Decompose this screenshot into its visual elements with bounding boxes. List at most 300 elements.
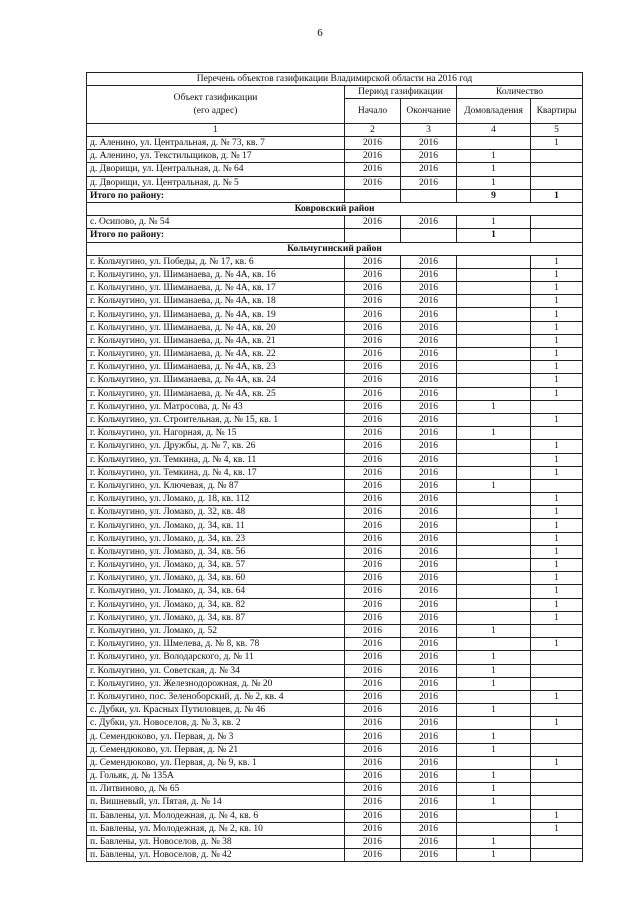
cell-address: Итого по району: bbox=[87, 229, 345, 242]
cell-households bbox=[457, 638, 531, 651]
table-row bbox=[87, 849, 583, 862]
cell-address: п. Бавлены, ул. Молодежная, д. № 4, кв. 6 bbox=[87, 809, 345, 822]
table-row bbox=[87, 348, 583, 361]
cell-apartments bbox=[531, 216, 583, 229]
cell-apartments: 1 bbox=[531, 585, 583, 598]
cell-end: 2016 bbox=[401, 770, 457, 783]
cell-start: 2016 bbox=[345, 255, 401, 268]
cell-apartments: 1 bbox=[531, 638, 583, 651]
cell-apartments bbox=[531, 427, 583, 440]
header-period: Период газификации bbox=[345, 86, 457, 99]
cell-end: 2016 bbox=[401, 598, 457, 611]
cell-address: г. Кольчугино, ул. Дружбы, д. № 7, кв. 26 bbox=[87, 440, 345, 453]
cell-households bbox=[457, 506, 531, 519]
section-title: Ковровский район bbox=[87, 202, 583, 215]
cell-address: п. Бавлены, ул. Новоселов, д. № 42 bbox=[87, 849, 345, 862]
cell-households bbox=[457, 559, 531, 572]
cell-households: 1 bbox=[457, 163, 531, 176]
cell-address: г. Кольчугино, ул. Ломако, д. 34, кв. 57 bbox=[87, 559, 345, 572]
cell-start: 2016 bbox=[345, 176, 401, 189]
cell-address: г. Кольчугино, ул. Ломако, д. 34, кв. 82 bbox=[87, 598, 345, 611]
cell-households bbox=[457, 334, 531, 347]
cell-start: 2016 bbox=[345, 730, 401, 743]
cell-households bbox=[457, 440, 531, 453]
cell-apartments: 1 bbox=[531, 268, 583, 281]
cell-households bbox=[457, 822, 531, 835]
cell-apartments: 1 bbox=[531, 690, 583, 703]
cell-households bbox=[457, 255, 531, 268]
cell-start: 2016 bbox=[345, 849, 401, 862]
cell-households: 1 bbox=[457, 770, 531, 783]
cell-address: Итого по району: bbox=[87, 189, 345, 202]
cell-start: 2016 bbox=[345, 783, 401, 796]
cell-end: 2016 bbox=[401, 334, 457, 347]
cell-households bbox=[457, 413, 531, 426]
cell-address: г. Кольчугино, ул. Ломако, д. 34, кв. 60 bbox=[87, 572, 345, 585]
header-quantity: Количество bbox=[457, 86, 583, 99]
table-row bbox=[87, 677, 583, 690]
cell-apartments: 1 bbox=[531, 308, 583, 321]
cell-households bbox=[457, 374, 531, 387]
table-row bbox=[87, 796, 583, 809]
cell-households bbox=[457, 493, 531, 506]
cell-end: 2016 bbox=[401, 677, 457, 690]
cell-end: 2016 bbox=[401, 176, 457, 189]
cell-apartments: 1 bbox=[531, 598, 583, 611]
cell-apartments bbox=[531, 651, 583, 664]
cell-households bbox=[457, 361, 531, 374]
cell-end bbox=[401, 229, 457, 242]
cell-end: 2016 bbox=[401, 295, 457, 308]
cell-start: 2016 bbox=[345, 216, 401, 229]
cell-start: 2016 bbox=[345, 374, 401, 387]
cell-apartments: 1 bbox=[531, 519, 583, 532]
cell-address: г. Кольчугино, ул. Володарского, д. № 11 bbox=[87, 651, 345, 664]
cell-end: 2016 bbox=[401, 413, 457, 426]
cell-end: 2016 bbox=[401, 756, 457, 769]
cell-households: 1 bbox=[457, 783, 531, 796]
cell-address: г. Кольчугино, ул. Советская, д. № 34 bbox=[87, 664, 345, 677]
cell-apartments bbox=[531, 770, 583, 783]
cell-start: 2016 bbox=[345, 282, 401, 295]
column-number: 2 bbox=[345, 124, 401, 137]
cell-start: 2016 bbox=[345, 361, 401, 374]
cell-households bbox=[457, 545, 531, 558]
table-row bbox=[87, 809, 583, 822]
cell-households: 9 bbox=[457, 189, 531, 202]
cell-address: г. Кольчугино, ул. Ломако, д. 34, кв. 87 bbox=[87, 611, 345, 624]
cell-start: 2016 bbox=[345, 638, 401, 651]
cell-end: 2016 bbox=[401, 387, 457, 400]
cell-apartments bbox=[531, 783, 583, 796]
column-number: 3 bbox=[401, 124, 457, 137]
table-row bbox=[87, 704, 583, 717]
cell-end: 2016 bbox=[401, 624, 457, 637]
table-row bbox=[87, 453, 583, 466]
cell-households: 1 bbox=[457, 835, 531, 848]
cell-start: 2016 bbox=[345, 295, 401, 308]
section-row bbox=[87, 242, 583, 255]
table-row bbox=[87, 413, 583, 426]
cell-start: 2016 bbox=[345, 756, 401, 769]
cell-apartments: 1 bbox=[531, 453, 583, 466]
cell-address: г. Кольчугино, ул. Победы, д. № 17, кв. 6 bbox=[87, 255, 345, 268]
section-title: Кольчугинский район bbox=[87, 242, 583, 255]
page-number: 6 bbox=[317, 27, 323, 39]
cell-start: 2016 bbox=[345, 413, 401, 426]
cell-households: 1 bbox=[457, 704, 531, 717]
cell-start: 2016 bbox=[345, 440, 401, 453]
cell-end: 2016 bbox=[401, 268, 457, 281]
cell-end: 2016 bbox=[401, 572, 457, 585]
table-row bbox=[87, 638, 583, 651]
cell-start bbox=[345, 189, 401, 202]
column-number: 5 bbox=[531, 124, 583, 137]
cell-address: п. Литвиново, д. № 65 bbox=[87, 783, 345, 796]
table-row bbox=[87, 506, 583, 519]
cell-apartments: 1 bbox=[531, 255, 583, 268]
cell-households: 1 bbox=[457, 400, 531, 413]
table-row bbox=[87, 690, 583, 703]
table-row bbox=[87, 282, 583, 295]
cell-start: 2016 bbox=[345, 519, 401, 532]
header-households: Домовладения bbox=[457, 99, 531, 124]
table-row bbox=[87, 611, 583, 624]
table-row bbox=[87, 176, 583, 189]
cell-end: 2016 bbox=[401, 163, 457, 176]
table-row bbox=[87, 400, 583, 413]
cell-address: д. Дворищи, ул. Центральная, д. № 64 bbox=[87, 163, 345, 176]
table-row bbox=[87, 559, 583, 572]
cell-apartments: 1 bbox=[531, 466, 583, 479]
cell-households: 1 bbox=[457, 150, 531, 163]
table-title: Перечень объектов газификации Владимирской области на 2016 год bbox=[87, 73, 583, 86]
cell-end: 2016 bbox=[401, 493, 457, 506]
cell-end: 2016 bbox=[401, 282, 457, 295]
table-row bbox=[87, 479, 583, 492]
cell-apartments bbox=[531, 664, 583, 677]
cell-households bbox=[457, 717, 531, 730]
table-row bbox=[87, 835, 583, 848]
cell-address: с. Дубки, ул. Новоселов, д. № 3, кв. 2 bbox=[87, 717, 345, 730]
header-apartments: Квартиры bbox=[531, 99, 583, 124]
table-row bbox=[87, 572, 583, 585]
table-row bbox=[87, 268, 583, 281]
cell-households: 1 bbox=[457, 479, 531, 492]
table-row bbox=[87, 321, 583, 334]
cell-address: г. Кольчугино, пос. Зеленоборский, д. № 2, кв. 4 bbox=[87, 690, 345, 703]
table-row bbox=[87, 137, 583, 150]
cell-apartments: 1 bbox=[531, 137, 583, 150]
cell-start: 2016 bbox=[345, 348, 401, 361]
cell-address: г. Кольчугино, ул. Темкина, д. № 4, кв. 17 bbox=[87, 466, 345, 479]
cell-address: д. Гольяк, д. № 135А bbox=[87, 770, 345, 783]
cell-apartments bbox=[531, 229, 583, 242]
cell-start: 2016 bbox=[345, 796, 401, 809]
cell-address: г. Кольчугино, ул. Ломако, д. 34, кв. 23 bbox=[87, 532, 345, 545]
cell-end: 2016 bbox=[401, 585, 457, 598]
cell-households bbox=[457, 756, 531, 769]
cell-apartments bbox=[531, 176, 583, 189]
cell-start: 2016 bbox=[345, 598, 401, 611]
table-row bbox=[87, 585, 583, 598]
cell-end: 2016 bbox=[401, 690, 457, 703]
cell-apartments bbox=[531, 796, 583, 809]
table-row bbox=[87, 493, 583, 506]
cell-apartments: 1 bbox=[531, 493, 583, 506]
table-row bbox=[87, 387, 583, 400]
cell-address: г. Кольчугино, ул. Ломако, д. 34, кв. 11 bbox=[87, 519, 345, 532]
cell-address: г. Кольчугино, ул. Шиманаева, д. № 4А, кв. 21 bbox=[87, 334, 345, 347]
cell-end: 2016 bbox=[401, 255, 457, 268]
section-row bbox=[87, 202, 583, 215]
table-row bbox=[87, 624, 583, 637]
cell-address: с. Дубки, ул. Красных Путиловцев, д. № 46 bbox=[87, 704, 345, 717]
cell-start: 2016 bbox=[345, 611, 401, 624]
cell-start: 2016 bbox=[345, 717, 401, 730]
cell-address: г. Кольчугино, ул. Ломако, д. 18, кв. 112 bbox=[87, 493, 345, 506]
cell-apartments bbox=[531, 150, 583, 163]
cell-end: 2016 bbox=[401, 730, 457, 743]
cell-address: д. Аленино, ул. Центральная, д. № 73, кв. 7 bbox=[87, 137, 345, 150]
cell-households: 1 bbox=[457, 427, 531, 440]
cell-address: д. Аленино, ул. Текстильщиков, д. № 17 bbox=[87, 150, 345, 163]
cell-address: п. Бавлены, ул. Новоселов, д. № 38 bbox=[87, 835, 345, 848]
cell-address: д. Дворищи, ул. Центральная, д. № 5 bbox=[87, 176, 345, 189]
cell-start: 2016 bbox=[345, 822, 401, 835]
cell-apartments: 1 bbox=[531, 545, 583, 558]
cell-start bbox=[345, 229, 401, 242]
cell-address: г. Кольчугино, ул. Темкина, д. № 4, кв. 11 bbox=[87, 453, 345, 466]
cell-end: 2016 bbox=[401, 783, 457, 796]
table-row bbox=[87, 216, 583, 229]
cell-start: 2016 bbox=[345, 334, 401, 347]
table-row bbox=[87, 295, 583, 308]
cell-apartments bbox=[531, 400, 583, 413]
cell-address: с. Осипово, д. № 54 bbox=[87, 216, 345, 229]
cell-apartments bbox=[531, 835, 583, 848]
cell-households: 1 bbox=[457, 730, 531, 743]
cell-end: 2016 bbox=[401, 717, 457, 730]
cell-apartments: 1 bbox=[531, 532, 583, 545]
cell-start: 2016 bbox=[345, 506, 401, 519]
cell-end: 2016 bbox=[401, 638, 457, 651]
cell-apartments: 1 bbox=[531, 361, 583, 374]
table-row bbox=[87, 664, 583, 677]
cell-start: 2016 bbox=[345, 493, 401, 506]
cell-start: 2016 bbox=[345, 532, 401, 545]
cell-end: 2016 bbox=[401, 308, 457, 321]
cell-address: г. Кольчугино, ул. Шмелева, д. № 8, кв. 78 bbox=[87, 638, 345, 651]
cell-apartments bbox=[531, 743, 583, 756]
table-row bbox=[87, 308, 583, 321]
cell-start: 2016 bbox=[345, 677, 401, 690]
cell-start: 2016 bbox=[345, 308, 401, 321]
cell-end: 2016 bbox=[401, 796, 457, 809]
table-row bbox=[87, 361, 583, 374]
cell-address: д. Семендюково, ул. Первая, д. № 3 bbox=[87, 730, 345, 743]
cell-households bbox=[457, 321, 531, 334]
cell-apartments: 1 bbox=[531, 321, 583, 334]
cell-households: 1 bbox=[457, 677, 531, 690]
cell-households bbox=[457, 572, 531, 585]
cell-start: 2016 bbox=[345, 664, 401, 677]
cell-apartments: 1 bbox=[531, 374, 583, 387]
cell-apartments: 1 bbox=[531, 717, 583, 730]
cell-apartments: 1 bbox=[531, 506, 583, 519]
cell-start: 2016 bbox=[345, 743, 401, 756]
cell-end bbox=[401, 189, 457, 202]
cell-apartments: 1 bbox=[531, 559, 583, 572]
header-end: Окончание bbox=[401, 99, 457, 124]
cell-end: 2016 bbox=[401, 427, 457, 440]
cell-address: г. Кольчугино, ул. Ломако, д. 34, кв. 64 bbox=[87, 585, 345, 598]
table-row bbox=[87, 545, 583, 558]
cell-start: 2016 bbox=[345, 268, 401, 281]
cell-households bbox=[457, 598, 531, 611]
cell-end: 2016 bbox=[401, 704, 457, 717]
header-object bbox=[87, 86, 345, 124]
table-row bbox=[87, 532, 583, 545]
cell-end: 2016 bbox=[401, 664, 457, 677]
cell-start: 2016 bbox=[345, 651, 401, 664]
cell-start: 2016 bbox=[345, 137, 401, 150]
cell-end: 2016 bbox=[401, 809, 457, 822]
table-row bbox=[87, 440, 583, 453]
cell-households bbox=[457, 348, 531, 361]
cell-households bbox=[457, 466, 531, 479]
cell-households bbox=[457, 532, 531, 545]
cell-address: г. Кольчугино, ул. Шиманаева, д. № 4А, кв. 19 bbox=[87, 308, 345, 321]
cell-households: 1 bbox=[457, 743, 531, 756]
cell-households bbox=[457, 268, 531, 281]
cell-start: 2016 bbox=[345, 150, 401, 163]
cell-address: г. Кольчугино, ул. Шиманаева, д. № 4А, кв. 20 bbox=[87, 321, 345, 334]
table-row bbox=[87, 822, 583, 835]
table-row bbox=[87, 374, 583, 387]
cell-start: 2016 bbox=[345, 479, 401, 492]
cell-apartments: 1 bbox=[531, 572, 583, 585]
cell-households: 1 bbox=[457, 651, 531, 664]
cell-households bbox=[457, 585, 531, 598]
cell-end: 2016 bbox=[401, 519, 457, 532]
cell-households bbox=[457, 453, 531, 466]
table-row bbox=[87, 770, 583, 783]
cell-address: г. Кольчугино, ул. Ломако, д. 34, кв. 56 bbox=[87, 545, 345, 558]
cell-end: 2016 bbox=[401, 321, 457, 334]
cell-end: 2016 bbox=[401, 453, 457, 466]
cell-start: 2016 bbox=[345, 704, 401, 717]
total-row bbox=[87, 189, 583, 202]
cell-end: 2016 bbox=[401, 361, 457, 374]
cell-address: г. Кольчугино, ул. Матросова, д. № 43 bbox=[87, 400, 345, 413]
cell-address: г. Кольчугино, ул. Шиманаева, д. № 4А, кв. 25 bbox=[87, 387, 345, 400]
cell-end: 2016 bbox=[401, 137, 457, 150]
cell-address: г. Кольчугино, ул. Шиманаева, д. № 4А, кв. 18 bbox=[87, 295, 345, 308]
cell-address: г. Кольчугино, ул. Нагорная, д. № 15 bbox=[87, 427, 345, 440]
cell-start: 2016 bbox=[345, 835, 401, 848]
cell-address: г. Кольчугино, ул. Строительная, д. № 15, кв. 1 bbox=[87, 413, 345, 426]
cell-apartments: 1 bbox=[531, 387, 583, 400]
cell-end: 2016 bbox=[401, 150, 457, 163]
table-row bbox=[87, 334, 583, 347]
cell-start: 2016 bbox=[345, 809, 401, 822]
cell-households bbox=[457, 690, 531, 703]
cell-apartments: 1 bbox=[531, 334, 583, 347]
cell-households bbox=[457, 519, 531, 532]
cell-apartments bbox=[531, 624, 583, 637]
column-number: 1 bbox=[87, 124, 345, 137]
cell-end: 2016 bbox=[401, 440, 457, 453]
table-row bbox=[87, 743, 583, 756]
cell-address: г. Кольчугино, ул. Шиманаева, д. № 4А, кв. 22 bbox=[87, 348, 345, 361]
cell-start: 2016 bbox=[345, 624, 401, 637]
table-row bbox=[87, 163, 583, 176]
cell-start: 2016 bbox=[345, 453, 401, 466]
table-row bbox=[87, 519, 583, 532]
table-body bbox=[87, 137, 583, 862]
cell-start: 2016 bbox=[345, 163, 401, 176]
table-row bbox=[87, 150, 583, 163]
cell-end: 2016 bbox=[401, 611, 457, 624]
table-row bbox=[87, 255, 583, 268]
cell-address: п. Бавлены, ул. Молодежная, д. № 2, кв. 10 bbox=[87, 822, 345, 835]
cell-apartments bbox=[531, 849, 583, 862]
cell-address: г. Кольчугино, ул. Ломако, д. 32, кв. 48 bbox=[87, 506, 345, 519]
cell-apartments: 1 bbox=[531, 756, 583, 769]
cell-start: 2016 bbox=[345, 572, 401, 585]
cell-households bbox=[457, 308, 531, 321]
cell-end: 2016 bbox=[401, 532, 457, 545]
cell-apartments: 1 bbox=[531, 822, 583, 835]
cell-end: 2016 bbox=[401, 216, 457, 229]
table-row bbox=[87, 598, 583, 611]
cell-end: 2016 bbox=[401, 374, 457, 387]
cell-households: 1 bbox=[457, 176, 531, 189]
cell-address: г. Кольчугино, ул. Шиманаева, д. № 4А, кв. 24 bbox=[87, 374, 345, 387]
table-row bbox=[87, 730, 583, 743]
cell-start: 2016 bbox=[345, 387, 401, 400]
cell-households: 1 bbox=[457, 229, 531, 242]
cell-start: 2016 bbox=[345, 321, 401, 334]
cell-households bbox=[457, 611, 531, 624]
cell-start: 2016 bbox=[345, 400, 401, 413]
header-start: Начало bbox=[345, 99, 401, 124]
cell-start: 2016 bbox=[345, 545, 401, 558]
cell-apartments: 1 bbox=[531, 282, 583, 295]
cell-apartments: 1 bbox=[531, 348, 583, 361]
cell-address: г. Кольчугино, ул. Шиманаева, д. № 4А, кв. 16 bbox=[87, 268, 345, 281]
cell-address: п. Вишневый, ул. Пятая, д. № 14 bbox=[87, 796, 345, 809]
cell-address: г. Кольчугино, ул. Ключевая, д. № 87 bbox=[87, 479, 345, 492]
cell-apartments: 1 bbox=[531, 440, 583, 453]
cell-apartments: 1 bbox=[531, 611, 583, 624]
cell-end: 2016 bbox=[401, 835, 457, 848]
cell-end: 2016 bbox=[401, 559, 457, 572]
cell-apartments bbox=[531, 163, 583, 176]
cell-start: 2016 bbox=[345, 770, 401, 783]
table-row bbox=[87, 651, 583, 664]
cell-start: 2016 bbox=[345, 466, 401, 479]
cell-households bbox=[457, 137, 531, 150]
table-row bbox=[87, 717, 583, 730]
cell-households bbox=[457, 282, 531, 295]
cell-start: 2016 bbox=[345, 427, 401, 440]
cell-households: 1 bbox=[457, 849, 531, 862]
cell-apartments bbox=[531, 479, 583, 492]
cell-end: 2016 bbox=[401, 400, 457, 413]
header-object-line2: (его адрес) bbox=[193, 105, 238, 116]
